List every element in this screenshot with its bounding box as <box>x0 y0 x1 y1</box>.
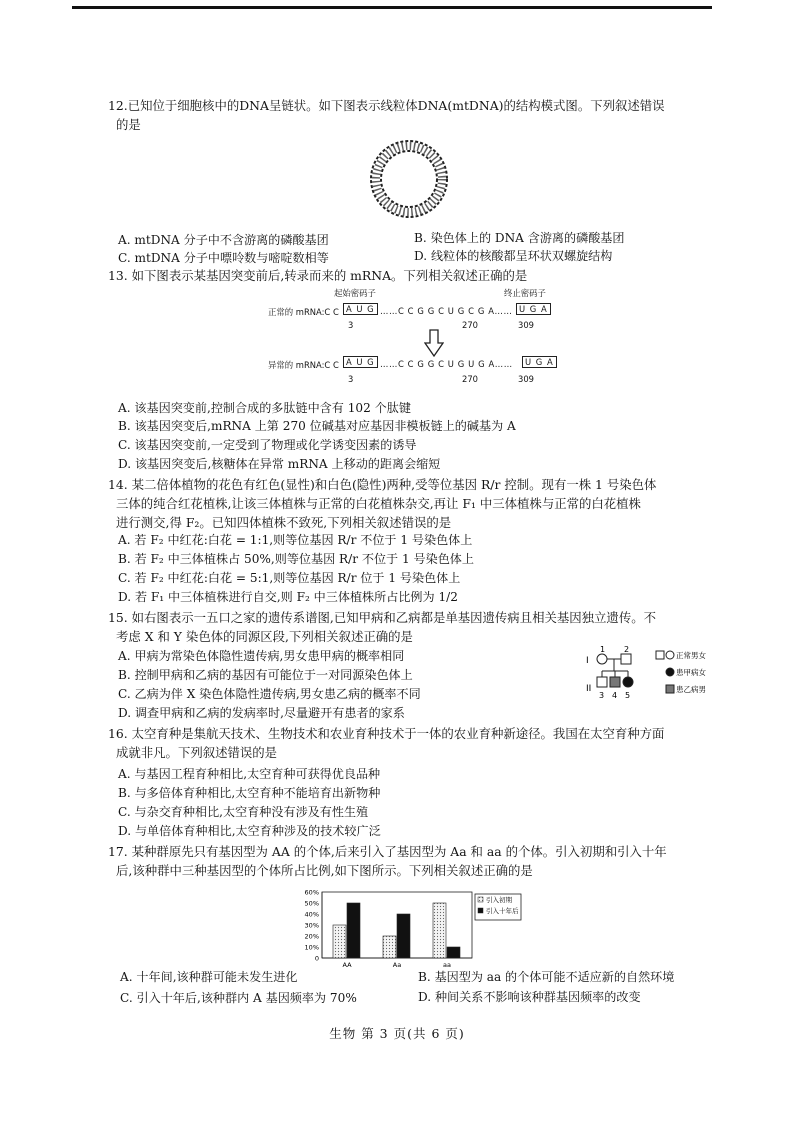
chart-y-tick-label: 60% <box>304 888 319 897</box>
question-16-line1: 16. 太空育种是集航天技术、生物技术和农业育种技术于一体的农业育种新途径。我国在太空育种方面 <box>108 726 665 741</box>
mrna-diagram <box>268 287 568 399</box>
question-17-line2: 后,该种群中三种基因型的个体所占比例,如下图所示。下列相关叙述正确的是 <box>116 863 533 878</box>
legend-disease-a-female-swatch <box>666 668 674 676</box>
chart-y-tick-label: 0 <box>314 954 319 963</box>
question-17-stem <box>108 842 728 880</box>
question-12-line2: 的是 <box>116 117 141 132</box>
mutant-start-codon: A U G <box>343 356 378 368</box>
chart-y-tick-label: 50% <box>304 899 319 908</box>
q12-option-d: D. 线粒体的核酸都呈环状双螺旋结构 <box>414 249 613 263</box>
question-13-line1: 13. 如下图表示某基因突变前后,转录而来的 mRNA。下列相关叙述正确的是 <box>108 268 528 283</box>
stop-codon-label: 终止密码子 <box>504 288 546 298</box>
chart-legend-swatch <box>478 908 483 913</box>
mutant-stop-codon: U G A <box>522 356 557 368</box>
chart-legend-label: 引入十年后 <box>486 907 519 915</box>
chart-x-tick-label: aa <box>443 961 451 969</box>
question-17-line1: 17. 某种群原先只有基因型为 AA 的个体,后来引入了基因型为 Aa 和 aa 的个体。引入初期和引入十年 <box>108 844 667 859</box>
q16-option-c: C. 与杂交育种相比,太空育种没有涉及有性生殖 <box>118 805 369 819</box>
chart-y-tick-label: 40% <box>304 910 319 919</box>
individual-5-affected-a-female <box>623 677 633 687</box>
individual-1-normal-female <box>597 654 607 664</box>
q17-option-d: D. 种间关系不影响该种群基因频率的改变 <box>418 990 641 1004</box>
chart-bar-aa-initial <box>433 903 446 958</box>
q14-option-b: B. 若 F₂ 中三体植株占 50%,则等位基因 R/r 不位于 1 号染色体上 <box>118 552 474 566</box>
normal-stop-codon: U G A <box>516 303 551 315</box>
genotype-ratio-bar-chart <box>292 884 522 972</box>
chart-bar-Aa-initial <box>383 936 396 958</box>
generation-ii-label: II <box>586 684 592 694</box>
page-top-rule <box>72 6 712 9</box>
question-15-line2: 考虑 X 和 Y 染色体的同源区段,下列相关叙述正确的是 <box>116 629 413 644</box>
question-12-line1: 12.已知位于细胞核中的DNA呈链状。如下图表示线粒体DNA(mtDNA)的结构模式图。下列叙述错误 <box>108 98 665 113</box>
q16-option-a: A. 与基因工程育种相比,太空育种可获得优良品种 <box>118 767 381 781</box>
normal-pos-309: 309 <box>518 320 534 330</box>
question-16-stem <box>108 724 728 762</box>
question-14-line3: 进行测交,得 F₂。已知四体植株不致死,下列相关叙述错误的是 <box>116 515 452 530</box>
normal-start-codon: A U G <box>343 303 378 315</box>
normal-mrna-middle: ……C C G G C U G C G A…… <box>380 306 513 316</box>
chart-y-tick-label: 10% <box>304 943 319 952</box>
mutant-mrna-middle: ……C C G G C U G U G A…… <box>380 359 513 369</box>
legend-normal-male-swatch <box>656 651 664 659</box>
question-16-line2: 成就非凡。下列叙述错误的是 <box>116 745 278 760</box>
individual-3-normal-male <box>597 677 607 687</box>
chart-bar-Aa-ten-years <box>397 914 410 958</box>
q17-option-a: A. 十年间,该种群可能未发生进化 <box>120 970 298 984</box>
q15-option-b: B. 控制甲病和乙病的基因有可能位于一对同源染色体上 <box>118 668 413 682</box>
q15-option-c: C. 乙病为伴 X 染色体隐性遗传病,男女患乙病的概率不同 <box>118 687 421 701</box>
legend-normal-text: 正常男女 <box>676 651 706 660</box>
q16-option-d: D. 与单倍体育种相比,太空育种涉及的技术较广泛 <box>118 824 381 838</box>
q16-option-b: B. 与多倍体育种相比,太空育种不能培育出新物种 <box>118 786 381 800</box>
q14-option-c: C. 若 F₂ 中红花:白花 = 5:1,则等位基因 R/r 位于 1 号染色体上 <box>118 571 461 585</box>
chart-bar-AA-ten-years <box>347 903 360 958</box>
individual-1-number: 1 <box>600 645 606 654</box>
legend-disease-b-text: 患乙病男 <box>676 685 706 694</box>
generation-i-label: I <box>586 656 589 666</box>
normal-mrna-prefix: 正常的 mRNA:C C <box>268 307 339 317</box>
q13-option-a: A. 该基因突变前,控制合成的多肽链中含有 102 个肽键 <box>118 401 411 415</box>
mutant-pos-309: 309 <box>518 374 534 384</box>
chart-bar-aa-ten-years <box>447 947 460 958</box>
legend-normal-female-swatch <box>666 651 674 659</box>
page-footer: 生物 第 3 页(共 6 页) <box>329 1026 465 1041</box>
mtdna-ring-diagram <box>362 132 456 226</box>
mutant-mrna-prefix: 异常的 mRNA:C C <box>268 360 339 370</box>
chart-legend-swatch <box>478 897 483 902</box>
question-14-line2: 三体的纯合红花植株,让该三体植株与正常的白花植株杂交,再让 F₁ 中三体植株与正常的白花植株 <box>116 496 641 511</box>
down-arrow-icon <box>424 329 444 357</box>
mutant-pos-3: 3 <box>348 374 354 384</box>
chart-y-tick-label: 20% <box>304 932 319 941</box>
chart-y-tick-label: 30% <box>304 921 319 930</box>
q13-option-c: C. 该基因突变前,一定受到了物理或化学诱变因素的诱导 <box>118 438 417 452</box>
q12-option-b: B. 染色体上的 DNA 含游离的磷酸基团 <box>414 231 625 245</box>
q17-option-c: C. 引入十年后,该种群内 A 基因频率为 70% <box>120 991 357 1005</box>
chart-x-tick-label: AA <box>342 961 352 969</box>
individual-4-affected-b-male <box>610 677 620 687</box>
q14-option-d: D. 若 F₁ 中三体植株进行自交,则 F₂ 中三体植株所占比例为 1/2 <box>118 590 458 604</box>
start-codon-label: 起始密码子 <box>334 288 376 298</box>
chart-bar-AA-initial <box>333 925 346 958</box>
q13-option-b: B. 该基因突变后,mRNA 上第 270 位碱基对应基因非模板链上的碱基为 A <box>118 419 516 433</box>
question-14-line1: 14. 某二倍体植物的花色有红色(显性)和白色(隐性)两种,受等位基因 R/r 控制。现有一株 1 号染色体 <box>108 477 657 492</box>
q17-option-b: B. 基因型为 aa 的个体可能不适应新的自然环境 <box>418 970 675 984</box>
q14-option-a: A. 若 F₂ 中红花:白花 = 1:1,则等位基因 R/r 不位于 1 号染色体上 <box>118 533 473 547</box>
normal-pos-270: 270 <box>462 320 478 330</box>
legend-disease-b-male-swatch <box>666 685 674 693</box>
question-15-line1: 15. 如右图表示一五口之家的遗传系谱图,已知甲病和乙病都是单基因遗传病且相关基因独立遗传。不 <box>108 610 656 625</box>
question-13-stem <box>108 266 728 285</box>
question-15-stem <box>108 608 728 646</box>
individual-2-number: 2 <box>624 645 630 654</box>
q12-option-c: C. mtDNA 分子中嘌呤数与嘧啶数相等 <box>118 251 329 265</box>
individual-2-normal-male <box>621 654 631 664</box>
question-14-stem <box>108 475 728 532</box>
individual-4-number: 4 <box>612 691 618 700</box>
question-12-stem <box>108 96 728 134</box>
q13-option-d: D. 该基因突变后,核糖体在异常 mRNA 上移动的距离会缩短 <box>118 457 441 471</box>
individual-5-number: 5 <box>625 691 631 700</box>
legend-disease-a-text: 患甲病女 <box>676 668 706 677</box>
chart-x-tick-label: Aa <box>392 961 402 969</box>
q15-option-d: D. 调查甲病和乙病的发病率时,尽量避开有患者的家系 <box>118 706 405 720</box>
pedigree-chart <box>584 643 724 703</box>
individual-3-number: 3 <box>599 691 605 700</box>
q12-option-a: A. mtDNA 分子中不含游离的磷酸基团 <box>118 233 329 247</box>
normal-pos-3: 3 <box>348 320 354 330</box>
chart-legend-label: 引入初期 <box>486 896 512 904</box>
q15-option-a: A. 甲病为常染色体隐性遗传病,男女患甲病的概率相同 <box>118 649 405 663</box>
mutant-pos-270: 270 <box>462 374 478 384</box>
